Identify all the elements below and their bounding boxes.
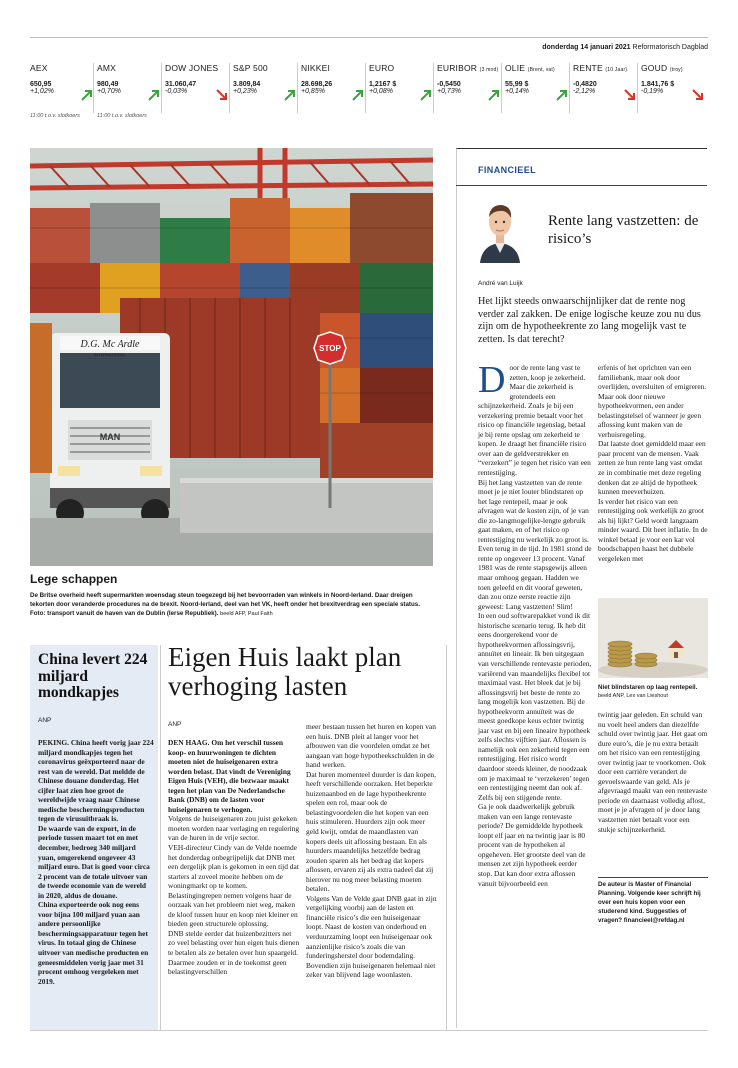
arrow-down-icon	[623, 88, 637, 102]
column-author: André van Luijk	[478, 280, 523, 287]
paragraph: Volgens Van de Velde gaat DNB gaat in zijn vergelijking voorbij aan de lasten en financiële risico’s die een huiseigenaar loopt. Naast de kosten van onderhoud en verduurzaming loopt een huiseigenaar ook aanzienlijke risico’s zoals die van funderingsherstel door bodemdaling. Bovendien zijn huiseigenaren helemaal niet zeker van blijvend lage woonlasten.	[306, 893, 437, 980]
ticker-change: -2,12%	[573, 88, 596, 95]
ticker-value: -0,5450	[437, 81, 461, 88]
ticker-change: -0,03%	[165, 88, 188, 95]
ticker-divider	[365, 63, 366, 113]
ticker-value: 650,95	[30, 81, 52, 88]
ticker-change: +1,02%	[30, 88, 54, 95]
photo-caption-text: De Britse overheid heeft supermarkten woensdag steun toegezegd bij het bevoorraden van winkels in Noord-Ierland. Daar dreigen tekorten door veranderde procedures na de brexit. Noord-Ierland, deel van het VK, heeft onder het brexitverdrag een speciale status. Foto: transport vanuit de haven van de Dublin (Ierse Republiek).	[30, 592, 420, 618]
ticker-item	[505, 63, 571, 125]
paragraph: Even terug in de tijd. In 1981 stond de rente op ongeveer 13 procent. Vanaf 1981 was de rente stapsgewijs alleen maar omhoog gegaan. Hadden we toen geleefd en dit vooraf geweten, dan zou onze eerste reactie zijn geweest: Lang vastzetten! Slim!	[478, 544, 592, 611]
ticker-label: S&P 500	[233, 63, 268, 73]
ticker-divider	[569, 63, 570, 113]
ticker-label: OLIE	[505, 63, 526, 73]
paragraph: Dat huren momenteel duurder is dan kopen, heeft verschillende oorzaken. Het beperkte huizenaanbod en de lage hypotheekrente spelen een rol, maar ook de belastingvoordelen die het kopen van een huis stimuleren. Huurders zijn ook meer geld kwijt, omdat de maandlasten van kopers deels uit aflossing bestaan. En als huurders maandelijks hetzelfde bedrag zouden sparen als het bedrag dat kopers aflossen, ervaren zij als extra nadeel dat zij hierover nu nog meer belasting moeten betalen.	[306, 769, 436, 894]
ticker-qualifier: (3 mnd)	[479, 67, 499, 73]
ticker-label: DOW JONES	[165, 63, 219, 73]
paragraph: Bij het lang vastzetten van de rente moet je je niet louter blindstaren op het lage rentepeil, maar je ook afvragen wat de kosten zijn, of je van die zo-langmogelijke-lengte gebruik gaat maken, en of het risico op rentestijging nu werkelijk zo groot is.	[478, 477, 589, 544]
ticker-value: 980,49	[97, 81, 119, 88]
china-body	[38, 738, 154, 986]
port-photo	[30, 148, 433, 566]
ticker-name	[301, 63, 367, 73]
ticker-value: 1.841,76 $	[641, 81, 675, 88]
paragraph: Is verder het risico van een rentestijging ook werkelijk zo groot als hij lijkt? Geld wordt langzaam minder waard. Dit heet inflatie. In de winkel betaal je voor een kar vol boodschappen haast het dubbele vergeleken met	[598, 496, 708, 563]
paragraph: China exporteerde ook nog eens voor bijna 100 miljard yuan aan andere persoonlijke beschermingsapparatuur tegen het virus. In totaal ging de Chinese uitvoer van medische producten en geneesmiddelen vorig jaar met 31 procent omhoog vergeleken met 2019.	[38, 900, 149, 986]
ticker-name	[165, 63, 231, 73]
paragraph: twintig jaar geleden. En schuld van nu voelt heel anders dan diezelfde schuld over twintig jaar. Het gaat om dure euro’s, die je nu extra betaalt om het risico van een rentestijging over twintig jaar te voorkomen. Ook door een carrière verandert de gevoelswaarde van geld. Als je afgevraagd maakt van een rentevaste periode en daarnaast volledig aflost, moet je je afvragen of je door lang vastzetten niet betaalt voor een stukje schijnzekerheid.	[598, 710, 708, 834]
ticker-label: EURO	[369, 63, 395, 73]
paragraph: DNB stelde eerder dat huizenbezitters net zo veel belasting over hun eigen huis dienen te betalen als ze betalen over hun spaargeld. Daarmee zouden er in de toekomst geen belastingverschillen	[168, 928, 300, 977]
ticker-change: +0,08%	[369, 88, 393, 95]
ticker-divider	[501, 63, 502, 113]
ticker-change: +0,23%	[233, 88, 257, 95]
ticker-divider	[161, 63, 162, 113]
arrow-down-icon	[691, 88, 705, 102]
ticker-item	[573, 63, 639, 125]
arrow-up-icon	[351, 88, 365, 102]
ticker-item	[641, 63, 707, 125]
ticker-name	[97, 63, 163, 73]
section-rule	[456, 185, 707, 186]
ticker-divider	[229, 63, 230, 113]
ticker-name	[505, 63, 571, 73]
column-title: Rente lang vastzetten: de risico’s	[548, 213, 699, 247]
arrow-up-icon	[283, 88, 297, 102]
header-rule	[30, 37, 708, 38]
column-divider	[446, 645, 447, 1030]
ticker-name	[573, 63, 639, 73]
column-body-3	[598, 710, 708, 834]
truck-brand: MAN	[99, 432, 121, 442]
ticker-label: AMX	[97, 63, 117, 73]
paper-name: Reformatorisch Dagblad	[632, 44, 708, 51]
ticker-value: 55,99 $	[505, 81, 529, 88]
ticker-value: 1,2167 $	[369, 81, 397, 88]
ticker-label: RENTE	[573, 63, 603, 73]
ticker-change: +0,14%	[505, 88, 529, 95]
arrow-down-icon	[215, 88, 229, 102]
china-source: ANP	[38, 717, 52, 724]
paragraph: Volgens de huiseigenaren zou juist gekeken moeten worden naar verlaging en regulering van de huren in de vrije sector.	[168, 814, 300, 843]
paragraph: oor de rente lang vast te zetten, koop je zekerheid. Maar die zekerheid is grotendeels een schijnzekerheid. Zoals je bij een verzekering premie betaalt voor het risico op financiële tegenslag, betaal je bij rente opslag om zekerheid te kopen. Je draagt het financiële risico over aan de geldverstrekker en “verzekert” je tegen het risico van een rentestijging.	[478, 363, 591, 478]
paragraph: PEKING. China heeft vorig jaar 224 miljard mondkapjes tegen het coronavirus geëxporteerd naar de rest van de wereld. Dat meldde de Chinese douane donderdag. Het cijfer laat zien hoe groot de wereldwijde vraag naar Chinese medische beschermingsproducten tegen de virusuitbraak is.	[38, 738, 154, 824]
column-intro: Het lijkt steeds onwaarschijnlijker dat de rente nog verder zal zakken. De enige logische keuze zou nu dus zijn om de hypotheekrente zo lang mogelijk vast te zetten. Is dat terecht?	[478, 296, 701, 345]
china-headline: China levert 224 miljard mondkapjes	[38, 651, 148, 701]
ticker-label: NIKKEI	[301, 63, 331, 73]
issue-date: donderdag 14 januari 2021	[542, 44, 631, 51]
ticker-name	[437, 63, 503, 73]
arrow-up-icon	[80, 88, 94, 102]
eigenhuis-body-2	[306, 722, 438, 980]
ticker-label: EURIBOR	[437, 63, 478, 73]
ticker-name	[369, 63, 435, 73]
ticker-name	[233, 63, 299, 73]
eigenhuis-source: ANP	[168, 721, 182, 728]
ticker-change: -0,19%	[641, 88, 664, 95]
ticker-divider	[433, 63, 434, 113]
ticker-value: 28.698,26	[301, 81, 333, 88]
coins-house-photo	[598, 598, 708, 678]
paragraph: Dat laatste doet gemiddeld maar een paar procent van de mensen. Vaak zetten ze hun rente lang vast omdat ze in combinatie met deze regeling denken dat ze altijd de hypotheek kunnen meeverhuizen.	[598, 439, 706, 497]
paragraph: Ga je ook daadwerkelijk gebruik maken van een lange rentevaste periode? De gemiddelde hypotheek loopt elf jaar en na twintig jaar is 80 procent van de hypotheken al opgeheven. Het grootste deel van de mensen zet zijn hypotheek eerder stop. Dat kan door extra aflossen vanuit bijvoorbeeld een	[478, 802, 586, 888]
ticker-value: 31.060,47	[165, 81, 197, 88]
coins-caption	[598, 684, 708, 700]
paragraph: VEH-directeur Cindy van de Velde noemde het donderdag onbegrijpelijk dat DNB met een dergelijk plan is gekomen in een tijd dat starters al zoveel moeite hebben om de woningmarkt op te komen. Belastingingrepen nemen volgens haar de oorzaak van het probleem niet weg, maken de kloof tussen huur en koop niet kleiner en bieden geen structurele oplossing.	[168, 843, 299, 929]
drop-cap: D	[478, 359, 506, 401]
ticker-qualifier: (Brent, vat)	[527, 67, 555, 73]
ticker-divider	[637, 63, 638, 113]
ticker-change: +0,70%	[97, 88, 121, 95]
ticker-divider	[297, 63, 298, 113]
ticker-qualifier: (troy)	[669, 67, 683, 73]
ticker-item	[437, 63, 503, 125]
footer-rule	[30, 1030, 708, 1031]
eigenhuis-body-1	[168, 738, 300, 977]
arrow-up-icon	[419, 88, 433, 102]
ticker-name	[641, 63, 707, 73]
author-portrait	[476, 195, 524, 263]
photo-title: Lege schappen	[30, 572, 118, 586]
truck-lettering: D.G. Mc Ardle	[80, 339, 140, 350]
ticker-divider	[93, 63, 94, 113]
arrow-up-icon	[555, 88, 569, 102]
paragraph: erfenis of het oprichten van een familiebank, maar ook door overlijden, oversluiten of emigreren. Maar ook door nieuwe hypotheekvormen, een ander belastingstelsel of wanneer je geen aflossing kunt maken van de verhuisregeling.	[598, 363, 707, 439]
ticker-name	[30, 63, 96, 73]
stop-sign-text: STOP	[319, 344, 341, 353]
ticker-item	[165, 63, 231, 125]
eigenhuis-headline: Eigen Huis laakt plan verhoging lasten	[168, 642, 402, 701]
column-body-2	[598, 363, 708, 563]
note-rule	[598, 877, 708, 878]
lead-paragraph: DEN HAAG. Om het verschil tussen koop- en huurwoningen te dichten moeten niet de huiseigenaren extra worden belast. Dat vindt de Vereniging Eigen Huis (VEH), die bezwaar maakt tegen het plan van De Nederlandsche Bank (DNB) om de lasten voor huiseigenaren te verhogen.	[168, 738, 291, 814]
truck-sublettering: INTERNATIONAL	[94, 352, 126, 357]
paragraph: meer bestaan tussen het huren en kopen van een huis. DNB pleit al langer voor het afbouwen van die voordelen omdat ze het aangaan van hoge hypotheekschulden in de hand werken.	[306, 722, 436, 770]
column-divider	[160, 645, 161, 1030]
paragraph: In een oud softwarepakket vond ik dit historische scenario terug. Ik heb dit eens doorgerekend voor de hypotheekvormen aflossingsvrij, annuïtet en lineair. Ik ben uitgegaan van verschillende rentevaste perioden, variërend van maandelijks flexibel tot maximaal vast. Het bleek dat je bij aflossingsvrij het beste de rente zo lang mogelijk kon vastzetten. Bij de hypotheekvorm annuïteit was de meest goedkope keus echter twintig jaar vast en bij een lineaire hypotheek zelfs slechts vijftien jaar. Aflossen is namelijk ook een zekerheid tegen een rentestijging. Het risico wordt daardoor steeds kleiner, de noodzaak om je maximaal te ‘verzekeren’ tegen een rentestijging neemt dan ook af. Zelfs bij een stijgende rente.	[478, 611, 592, 802]
author-note: De auteur is Master of Financial Planning. Volgende keer schrijft hij over een huis kopen voor een studerend kind. Suggesties of vragen? financieel@refdag.nl	[598, 881, 701, 924]
ticker-qualifier: (10 Jaar)	[605, 67, 628, 73]
section-label: FINANCIEEL	[478, 165, 536, 175]
paragraph: De waarde van de export, in de periode tussen maart tot en met december, bedroeg 340 miljard yuan, omgerekend ongeveer 43 miljard euro. Dat is goed voor circa 2 procent van de totale uitvoer van de tweede economie van de wereld in 2020, aldus de douane.	[38, 823, 150, 900]
photo-caption	[30, 591, 433, 620]
photo-credit: beeld AFP, Paul Faith	[220, 611, 273, 618]
slot-note: 11:00 t.o.v. slotkoers	[97, 113, 147, 119]
ticker-item	[301, 63, 367, 125]
ticker-label: AEX	[30, 63, 48, 73]
ticker-value: -0,4820	[573, 81, 597, 88]
arrow-up-icon	[487, 88, 501, 102]
coins-credit: beeld ANP, Lex van Lieshout	[598, 693, 668, 699]
ticker-value: 3.809,84	[233, 81, 261, 88]
ticker-item	[233, 63, 299, 125]
slot-note: 11:00 t.o.v. slotkoers	[30, 113, 80, 119]
dateline	[542, 44, 708, 51]
ticker-label: GOUD	[641, 63, 668, 73]
ticker-change: +0,85%	[301, 88, 325, 95]
ticker-change: +0,73%	[437, 88, 461, 95]
coins-caption-text: Niet blindstaren op laag rentepeil.	[598, 684, 698, 691]
column-body-1	[478, 359, 592, 888]
ticker-item	[369, 63, 435, 125]
arrow-up-icon	[147, 88, 161, 102]
